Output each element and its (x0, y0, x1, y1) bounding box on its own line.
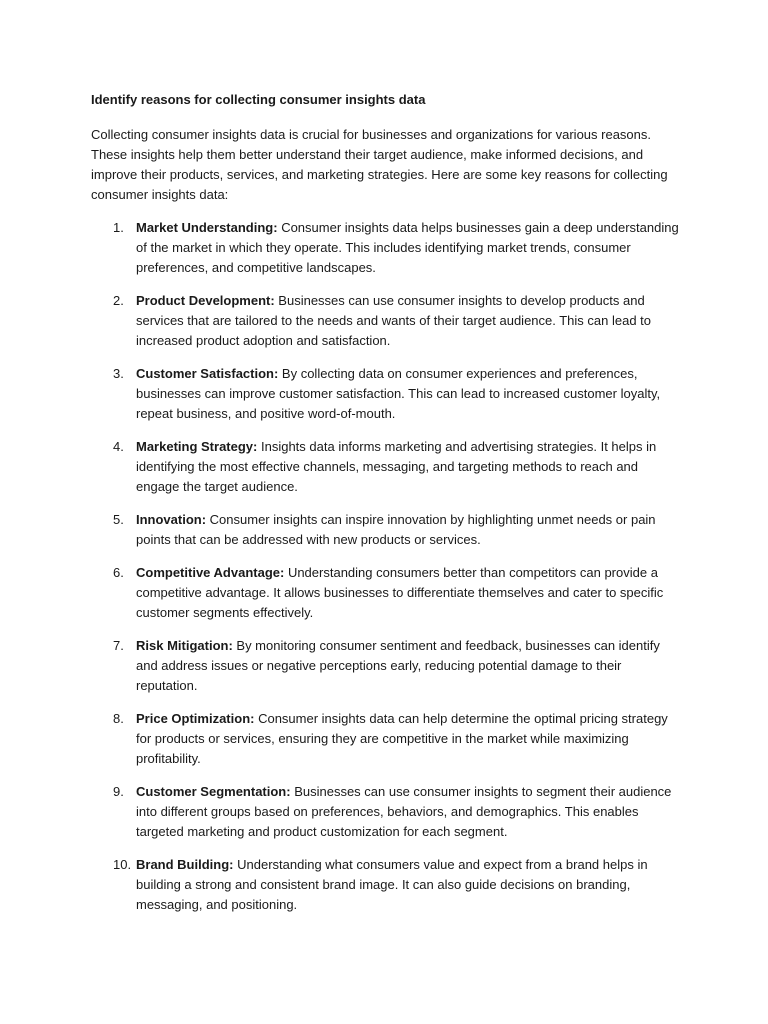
list-item-number: 2. (113, 293, 124, 308)
list-item-heading: Customer Satisfaction: (136, 366, 279, 381)
list-item-heading: Market Understanding: (136, 220, 278, 235)
document-title: Identify reasons for collecting consumer insights data (91, 92, 426, 107)
list-item-text: By monitoring consumer sentiment and feedback, businesses can identify and address issues or negative perceptions early, reducing potential damage to their reputation. (136, 638, 660, 693)
intro-paragraph: Collecting consumer insights data is crucial for businesses and organizations for various reasons. These insights help them better understand their target audience, make informed decisions, and improve their products, services, and marketing strategies. Here are some key reasons for collecting consumer insights data: (91, 127, 668, 202)
list-item-heading: Risk Mitigation: (136, 638, 233, 653)
list-item-number: 10. (113, 857, 132, 872)
list-item-text: Understanding consumers better than competitors can provide a competitive advantage. It allows businesses to differentiate themselves and cater to specific customer segments effectively. (136, 565, 664, 620)
list-item-number: 1. (113, 220, 124, 235)
list-item-number: 6. (113, 565, 124, 580)
list-item-heading: Customer Segmentation: (136, 784, 291, 799)
list-item (91, 709, 683, 769)
list-item-number: 7. (113, 638, 124, 653)
list-item (91, 364, 683, 424)
list-item-number: 3. (113, 366, 124, 381)
list-item-number: 5. (113, 512, 124, 527)
list-item (91, 218, 683, 278)
list-item (91, 563, 683, 623)
reasons-list (91, 218, 683, 915)
list-item-heading: Innovation: (136, 512, 207, 527)
list-item (91, 855, 683, 915)
list-item-text: Consumer insights data can help determine the optimal pricing strategy for products or services, ensuring they are competitive in the market while maximizing profitability. (136, 711, 668, 766)
list-item-text: By collecting data on consumer experiences and preferences, businesses can improve customer satisfaction. This can lead to increased customer loyalty, repeat business, and positive word-of-mouth. (136, 366, 661, 421)
list-item-text: Consumer insights data helps businesses gain a deep understanding of the market in which they operate. This includes identifying market trends, consumer preferences, and competitive landscapes. (136, 220, 679, 275)
list-item-heading: Price Optimization: (136, 711, 255, 726)
list-item-text: Insights data informs marketing and advertising strategies. It helps in identifying the most effective channels, messaging, and targeting methods to reach and engage the target audience. (136, 439, 657, 494)
list-item (91, 510, 683, 550)
list-item-text: Businesses can use consumer insights to develop products and services that are tailored to the needs and wants of their target audience. This can lead to increased product adoption and satisfaction. (136, 293, 652, 348)
list-item (91, 291, 683, 351)
list-item-heading: Product Development: (136, 293, 275, 308)
list-item-number: 8. (113, 711, 124, 726)
list-item-text: Understanding what consumers value and expect from a brand helps in building a strong and consistent brand image. It can also guide decisions on branding, messaging, and positioning. (136, 857, 648, 912)
list-item-number: 9. (113, 784, 124, 799)
list-item-number: 4. (113, 439, 124, 454)
document-page (91, 90, 683, 928)
list-item (91, 782, 683, 842)
list-item-text: Consumer insights can inspire innovation by highlighting unmet needs or pain points that can be addressed with new products or services. (136, 512, 656, 547)
list-item-heading: Brand Building: (136, 857, 234, 872)
list-item-heading: Competitive Advantage: (136, 565, 285, 580)
list-item (91, 636, 683, 696)
list-item-text: Businesses can use consumer insights to segment their audience into different groups based on preferences, behaviors, and demographics. This enables targeted marketing and product customization for each segment. (136, 784, 672, 839)
list-item-heading: Marketing Strategy: (136, 439, 258, 454)
list-item (91, 437, 683, 497)
